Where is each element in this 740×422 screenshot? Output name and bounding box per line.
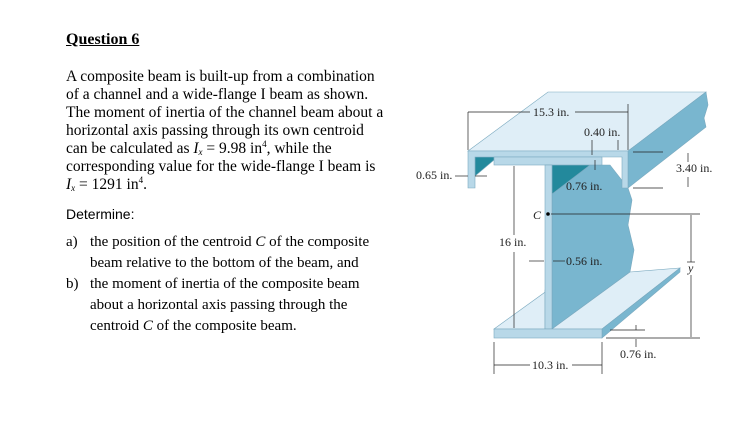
dim-channel-width: 15.3 in. bbox=[533, 105, 570, 119]
item-a-line: beam relative to the bottom of the beam, and bbox=[90, 255, 359, 271]
dim-bottom-flange-thickness: 0.76 in. bbox=[620, 347, 657, 361]
text: centroid bbox=[90, 318, 143, 334]
ix-subscript: x bbox=[198, 147, 203, 157]
ibeam-web bbox=[545, 165, 552, 329]
channel-ix-value: = 9.98 in bbox=[202, 140, 263, 157]
item-marker-b: b) bbox=[66, 276, 79, 292]
question-title: Question 6 bbox=[66, 31, 140, 48]
item-b-line: the moment of inertia of the composite beam bbox=[90, 276, 360, 292]
ix-symbol: I bbox=[66, 176, 72, 193]
channel-inner-shadow bbox=[475, 157, 494, 176]
dim-channel-flange-thickness: 0.40 in. bbox=[584, 125, 621, 139]
dim-channel-web-thickness: 0.65 in. bbox=[416, 168, 453, 182]
determine-label: Determine: bbox=[66, 206, 135, 222]
ix-symbol: I bbox=[193, 140, 199, 157]
text: of the composite bbox=[265, 234, 370, 250]
ibeam-ix-value: = 1291 in bbox=[75, 176, 139, 193]
statement-line: of a channel and a wide-flange I beam as shown. bbox=[66, 86, 369, 103]
text: the position of the centroid bbox=[90, 234, 256, 250]
ix-subscript: x bbox=[71, 183, 76, 193]
statement-line: horizontal axis passing through its own centroid bbox=[66, 122, 364, 139]
item-marker-a: a) bbox=[66, 234, 78, 250]
statement-line: The moment of inertia of the channel beam about a bbox=[66, 104, 384, 121]
ybar-label: y bbox=[688, 261, 694, 275]
bottom-flange-top-surface bbox=[494, 290, 548, 329]
text: , while the bbox=[266, 140, 332, 157]
centroid-dot bbox=[546, 212, 550, 216]
text: . bbox=[143, 176, 147, 193]
centroid-label: C bbox=[533, 208, 542, 222]
text: can be calculated as bbox=[66, 140, 194, 157]
statement-line: A composite beam is built-up from a combination bbox=[66, 68, 375, 85]
item-b-line: about a horizontal axis passing through the bbox=[90, 297, 348, 313]
dim-ibeam-depth: 16 in. bbox=[499, 235, 527, 249]
statement-line: corresponding value for the wide-flange I beam is bbox=[66, 158, 376, 175]
dim-flange-width: 10.3 in. bbox=[532, 358, 569, 372]
ibeam-bottom-flange bbox=[494, 329, 602, 338]
exponent: 4 bbox=[138, 175, 144, 185]
dim-web-thickness: 0.56 in. bbox=[566, 254, 603, 268]
centroid-symbol: C bbox=[142, 318, 153, 334]
dim-channel-depth: 3.40 in. bbox=[676, 161, 713, 175]
dim-top-flange-thickness: 0.76 in. bbox=[566, 179, 603, 193]
centroid-symbol: C bbox=[255, 234, 266, 250]
exponent: 4 bbox=[262, 139, 267, 149]
ibeam-top-flange bbox=[494, 157, 602, 165]
text: of the composite beam. bbox=[152, 318, 297, 334]
